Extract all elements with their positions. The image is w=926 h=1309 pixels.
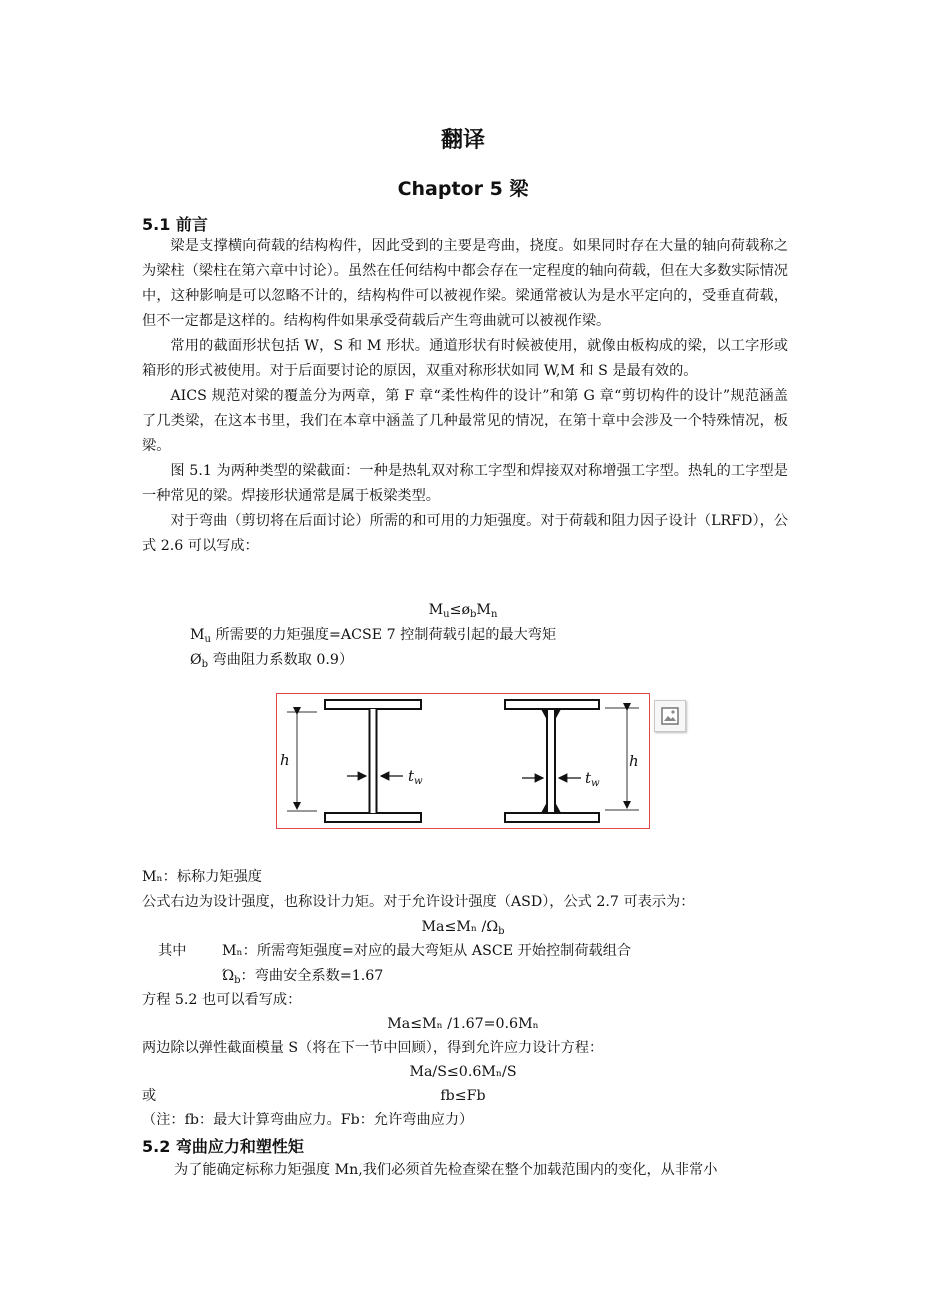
eq52-intro: 方程 5.2 也可以看写成： <box>142 992 302 1008</box>
paragraph: 常用的截面形状包括 W，S 和 M 形状。通道形状有时候被使用，就像由板构成的梁，以工字形或箱形的形式被使用。对于后面要讨论的原因，双重对称形状如同 W,M 和 S 是最有效的。 <box>142 338 788 379</box>
definition-mu: $M_u$ 所需要的力矩强度=ACSE 7 控制荷载引起的最大弯矩 <box>190 627 557 645</box>
where-omega: $Ώ_b$：弯曲安全系数=1.67 <box>222 968 384 986</box>
where-mn: Mₙ：所需弯矩强度=对应的最大弯矩从 ASCE 开始控制荷载组合 <box>222 943 632 959</box>
asd-intro: 公式右边为设计强度，也称设计力矩。对于允许设计强度（ASD），公式 2.7 可表示为： <box>142 894 695 910</box>
mn-definition: Mₙ：标称力矩强度 <box>142 869 262 885</box>
section-heading-5-1: 5.1 前言 <box>142 215 208 234</box>
beam-diagram <box>277 694 649 828</box>
beam-section-figure <box>276 693 650 829</box>
paragraph: 图 5.1 为两种类型的梁截面：一种是热轧双对称工字型和焊接双对称增强工字型。热轧的工字型是一种常见的梁。焊接形状通常是属于板梁类型。 <box>142 463 788 504</box>
note: （注：fb：最大计算弯曲应力。Fb：允许弯曲应力） <box>142 1112 474 1128</box>
section-body <box>142 234 788 559</box>
rolled-i-section <box>325 700 421 822</box>
formula-asd: Ma≤Mₙ $/\Omega_b$ <box>421 919 505 937</box>
height-label-right: h <box>629 752 639 770</box>
where-label: 其中 <box>158 943 187 959</box>
formula-s: Ma/S≤0.6Mₙ/S <box>409 1064 517 1080</box>
web-thickness-label-right: $t_w$ <box>585 769 600 789</box>
divide-intro: 两边除以弹性截面模量 S（将在下一节中回顾），得到允许应力设计方程： <box>142 1040 604 1056</box>
section2-first-line: 为了能确定标称力矩强度 Mn,我们必须首先检查梁在整个加载范围内的变化，从非常小 <box>174 1162 718 1178</box>
section-heading-5-2: 5.2 弯曲应力和塑性矩 <box>142 1137 304 1156</box>
formula-5-2: Ma≤Mₙ /1.67=0.6Mₙ <box>387 1016 539 1032</box>
paragraph: 对于弯曲（剪切将在后面讨论）所需的和可用的力矩强度。对于荷载和阻力因子设计（LRFD），公式 2.6 可以写成： <box>142 513 788 554</box>
picture-icon <box>655 701 685 731</box>
definition-phi: $Ø_b$ 弯曲阻力系数取 0.9） <box>190 652 354 670</box>
web-thickness-label-left: $t_w$ <box>408 767 423 787</box>
chapter-heading: Chaptor 5 梁 <box>397 178 529 200</box>
paragraph: AICS 规范对梁的覆盖分为两章，第 F 章“柔性构件的设计”和第 G 章“剪切构件的设计”规范涵盖了几类梁，在这本书里，我们在本章中涵盖了几种最常见的情况，在第十章中会涉及一个特殊情况，板梁。 <box>142 388 788 454</box>
welded-i-section <box>505 700 599 822</box>
formula-lrfd: $M_u\le ø_bM_n$ <box>428 602 498 620</box>
height-label-left: h <box>280 751 290 769</box>
image-placeholder-icon[interactable] <box>654 700 686 732</box>
document-title: 翻译 <box>440 128 485 153</box>
paragraph: 梁是支撑横向荷载的结构构件，因此受到的主要是弯曲，挠度。如果同时存在大量的轴向荷载称之为梁柱（梁柱在第六章中讨论）。虽然在任何结构中都会存在一定程度的轴向荷载，但在大多数实际情况中，这种影响是可以忽略不计的，结构构件可以被视作梁。梁通常被认为是水平定向的，受垂直荷载，但不一定都是这样的。结构构件如果承受荷载后产生弯曲就可以被视作梁。 <box>142 238 788 329</box>
or-label: 或 <box>142 1088 157 1104</box>
formula-fb: fb≤Fb <box>440 1088 486 1104</box>
